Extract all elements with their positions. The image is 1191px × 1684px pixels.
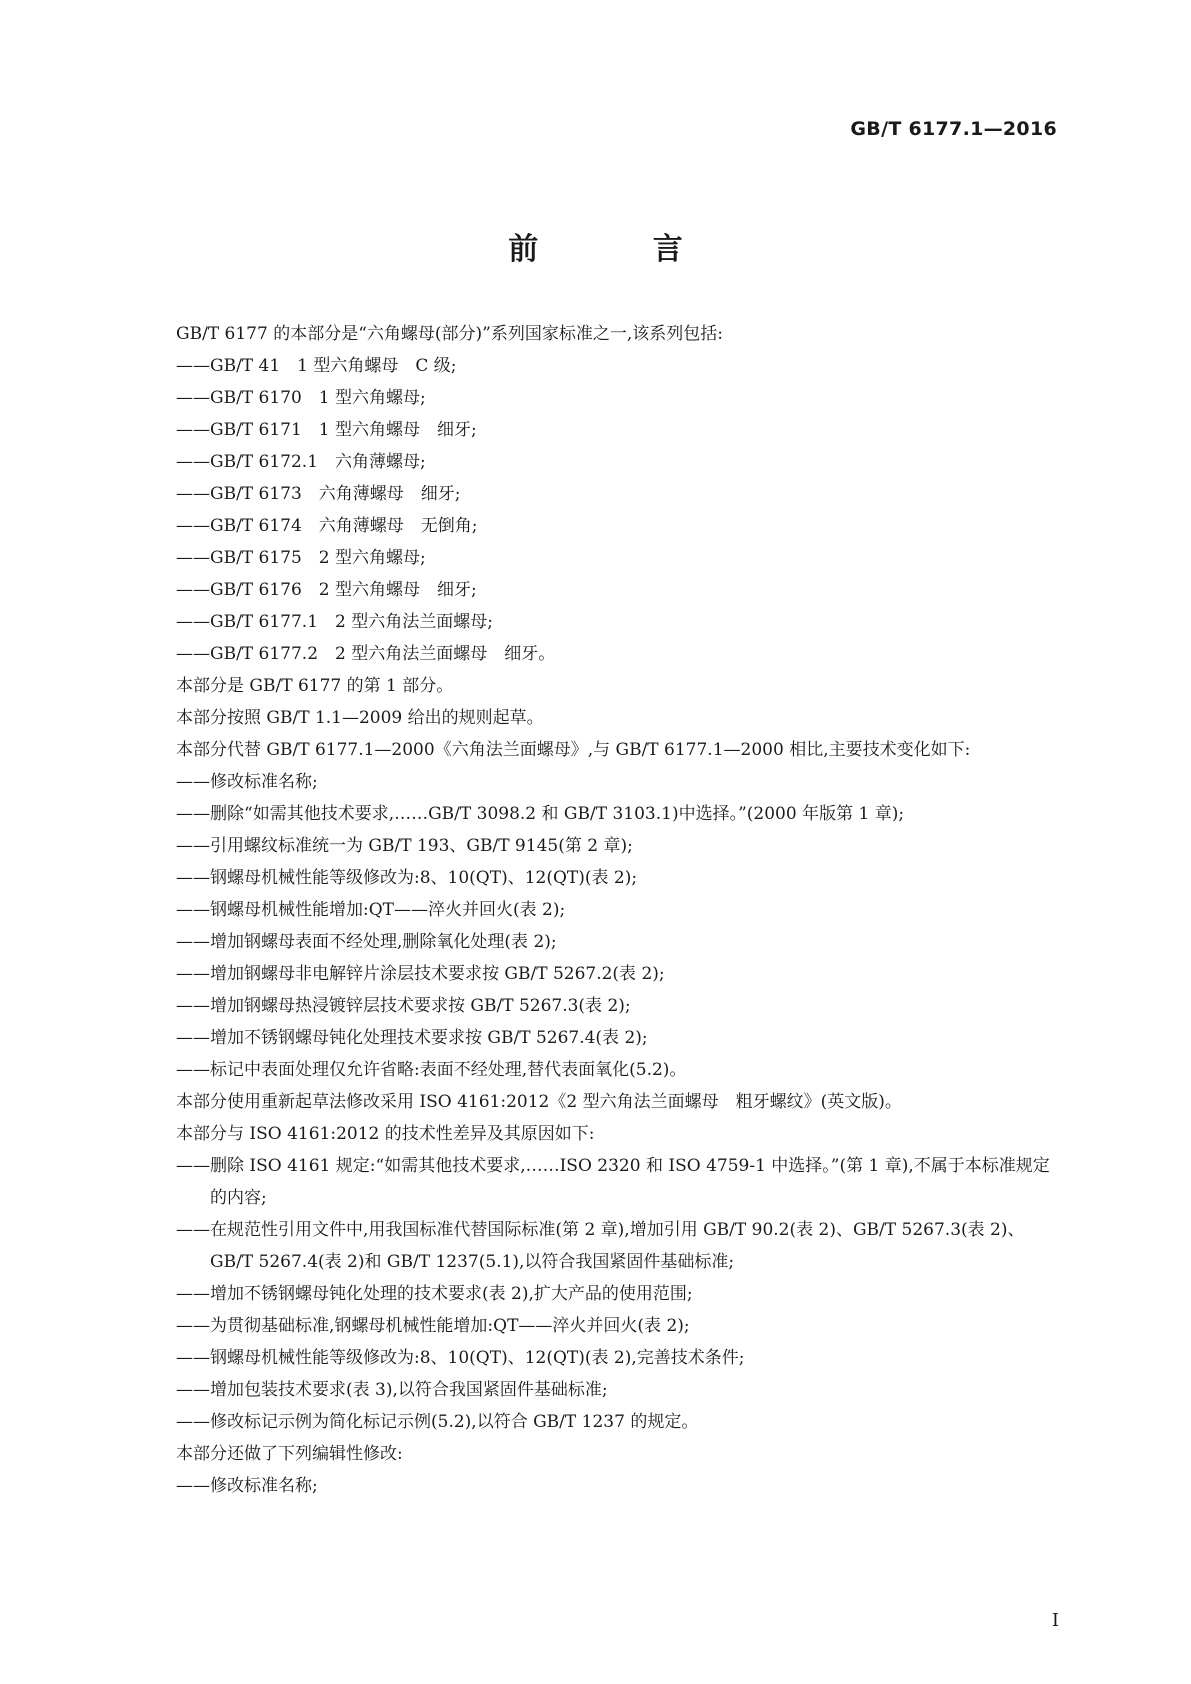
drafting-paragraph: 本部分按照 GB/T 1.1—2009 给出的规则起草。	[176, 708, 544, 728]
difference-item: ——为贯彻基础标准,钢螺母机械性能增加:QT——淬火并回火(表 2);	[176, 1316, 690, 1336]
intro-paragraph: GB/T 6177 的本部分是“六角螺母(部分)”系列国家标准之一,该系列包括:	[176, 324, 723, 344]
series-item: ——GB/T 6177.2 2 型六角法兰面螺母 细牙。	[176, 644, 556, 664]
difference-item: ——增加包装技术要求(表 3),以符合我国紧固件基础标准;	[176, 1380, 608, 1400]
editorial-intro: 本部分还做了下列编辑性修改:	[176, 1444, 403, 1464]
difference-item: ——修改标记示例为简化标记示例(5.2),以符合 GB/T 1237 的规定。	[176, 1412, 699, 1432]
change-item: ——标记中表面处理仅允许省略:表面不经处理,替代表面氧化(5.2)。	[176, 1060, 687, 1080]
change-item: ——增加不锈钢螺母钝化处理技术要求按 GB/T 5267.4(表 2);	[176, 1028, 648, 1048]
difference-item: ——增加不锈钢螺母钝化处理的技术要求(表 2),扩大产品的使用范围;	[176, 1284, 693, 1304]
change-item: ——引用螺纹标准统一为 GB/T 193、GB/T 9145(第 2 章);	[176, 836, 633, 856]
differences-intro: 本部分与 ISO 4161:2012 的技术性差异及其原因如下:	[176, 1124, 595, 1144]
difference-item: ——删除 ISO 4161 规定:“如需其他技术要求,……ISO 2320 和 ISO 4759-1 中选择。”(第 1 章),不属于本标准规定的内容;	[176, 1156, 1050, 1208]
adoption-paragraph: 本部分使用重新起草法修改采用 ISO 4161:2012《2 型六角法兰面螺母 粗牙螺纹》(英文版)。	[176, 1092, 902, 1112]
series-item: ——GB/T 6173 六角薄螺母 细牙;	[176, 484, 461, 504]
series-item: ——GB/T 41 1 型六角螺母 C 级;	[176, 356, 457, 376]
difference-item: ——在规范性引用文件中,用我国标准代替国际标准(第 2 章),增加引用 GB/T 90.2(表 2)、GB/T 5267.3(表 2)、GB/T 5267.4(表 2)和 GB/T 1237(5.1),以符合我国紧固件基础标准;	[176, 1220, 1025, 1272]
page-title: 前 言	[508, 232, 735, 267]
standard-code: GB/T 6177.1—2016	[850, 118, 1057, 140]
change-item: ——增加钢螺母非电解锌片涂层技术要求按 GB/T 5267.2(表 2);	[176, 964, 665, 984]
difference-item: ——钢螺母机械性能等级修改为:8、10(QT)、12(QT)(表 2),完善技术条件;	[176, 1348, 745, 1368]
series-item: ——GB/T 6176 2 型六角螺母 细牙;	[176, 580, 477, 600]
part-paragraph: 本部分是 GB/T 6177 的第 1 部分。	[176, 676, 454, 696]
series-item: ——GB/T 6175 2 型六角螺母;	[176, 548, 426, 568]
series-item: ——GB/T 6170 1 型六角螺母;	[176, 388, 426, 408]
page-number: I	[1051, 1610, 1059, 1631]
series-item: ——GB/T 6172.1 六角薄螺母;	[176, 452, 426, 472]
change-item: ——钢螺母机械性能等级修改为:8、10(QT)、12(QT)(表 2);	[176, 868, 638, 888]
foreword-body	[138, 318, 1058, 1502]
change-item: ——修改标准名称;	[176, 772, 318, 792]
change-item: ——增加钢螺母表面不经处理,删除氧化处理(表 2);	[176, 932, 557, 952]
series-item: ——GB/T 6177.1 2 型六角法兰面螺母;	[176, 612, 493, 632]
replaces-paragraph: 本部分代替 GB/T 6177.1—2000《六角法兰面螺母》,与 GB/T 6177.1—2000 相比,主要技术变化如下:	[176, 740, 971, 760]
series-item: ——GB/T 6171 1 型六角螺母 细牙;	[176, 420, 477, 440]
change-item: ——删除“如需其他技术要求,……GB/T 3098.2 和 GB/T 3103.1)中选择。”(2000 年版第 1 章);	[176, 804, 905, 824]
series-item: ——GB/T 6174 六角薄螺母 无倒角;	[176, 516, 478, 536]
editorial-item: ——修改标准名称;	[176, 1476, 318, 1496]
change-item: ——钢螺母机械性能增加:QT——淬火并回火(表 2);	[176, 900, 566, 920]
change-item: ——增加钢螺母热浸镀锌层技术要求按 GB/T 5267.3(表 2);	[176, 996, 631, 1016]
